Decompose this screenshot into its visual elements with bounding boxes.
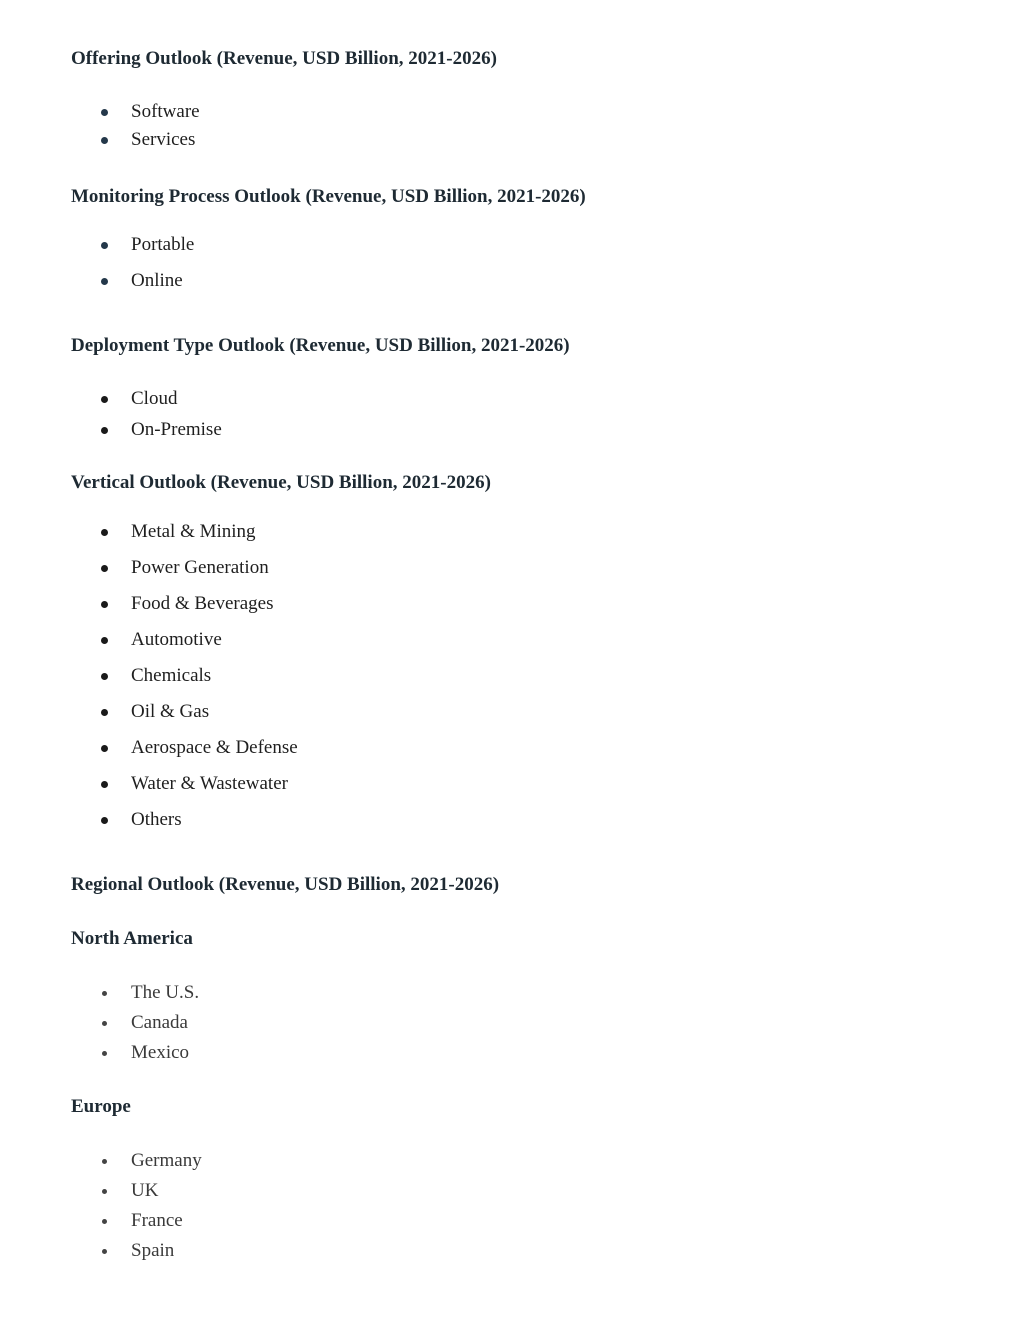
bullet-icon bbox=[102, 1249, 107, 1254]
regional-outlook-heading: Regional Outlook (Revenue, USD Billion, 2021-2026) bbox=[71, 874, 500, 895]
document-page: Offering Outlook (Revenue, USD Billion, 2021-2026) Software Services Monitoring Process Outlook (Revenue, USD Billion, 2021-2026) Portable Online Deployment Type Outlook (Revenue, USD Billion, 2021-2026) Cloud On-Premise Vertical Outlook (Revenue, USD Billion, 2021-2026) Metal & Mining Power Generation Food & Beverages Automotive Chemicals Oil & Gas Aerospace & Defense Water & Wastewater Others Regional Outlook (Revenue, USD Billion, 2021-2026) North America The U.S. Canada Mexico Europe Germany UK France Spain bbox=[71, 48, 586, 1261]
offering-outlook-heading: Offering Outlook (Revenue, USD Billion, 2021-2026) bbox=[71, 48, 497, 69]
bullet-icon bbox=[102, 991, 107, 996]
bullet-icon bbox=[102, 1219, 107, 1224]
vertical-outlook-heading: Vertical Outlook (Revenue, USD Billion, 2021-2026) bbox=[71, 472, 491, 493]
bullet-icon bbox=[101, 601, 108, 608]
bullet-icon bbox=[101, 529, 108, 536]
bullet-icon bbox=[101, 781, 108, 788]
bullet-icon bbox=[101, 745, 108, 752]
bullet-icon bbox=[101, 673, 108, 680]
bullet-icon bbox=[102, 1159, 107, 1164]
bullet-icon bbox=[101, 565, 108, 572]
bullet-icon bbox=[101, 137, 108, 144]
north-america-heading: North America bbox=[71, 928, 193, 949]
monitoring-process-outlook-heading: Monitoring Process Outlook (Revenue, USD Billion, 2021-2026) bbox=[71, 186, 586, 207]
bullet-icon bbox=[102, 1189, 107, 1194]
bullet-icon bbox=[101, 637, 108, 644]
bullet-icon bbox=[101, 709, 108, 716]
bullet-icon bbox=[101, 396, 108, 403]
bullet-icon bbox=[101, 427, 108, 434]
bullet-icon bbox=[101, 109, 108, 116]
deployment-type-outlook-heading: Deployment Type Outlook (Revenue, USD Billion, 2021-2026) bbox=[71, 335, 570, 356]
bullet-icon bbox=[102, 1021, 107, 1026]
bullet-icon bbox=[102, 1051, 107, 1056]
europe-heading: Europe bbox=[71, 1096, 131, 1117]
bullet-icon bbox=[101, 278, 108, 285]
bullet-icon bbox=[101, 817, 108, 824]
bullet-icon bbox=[101, 242, 108, 249]
